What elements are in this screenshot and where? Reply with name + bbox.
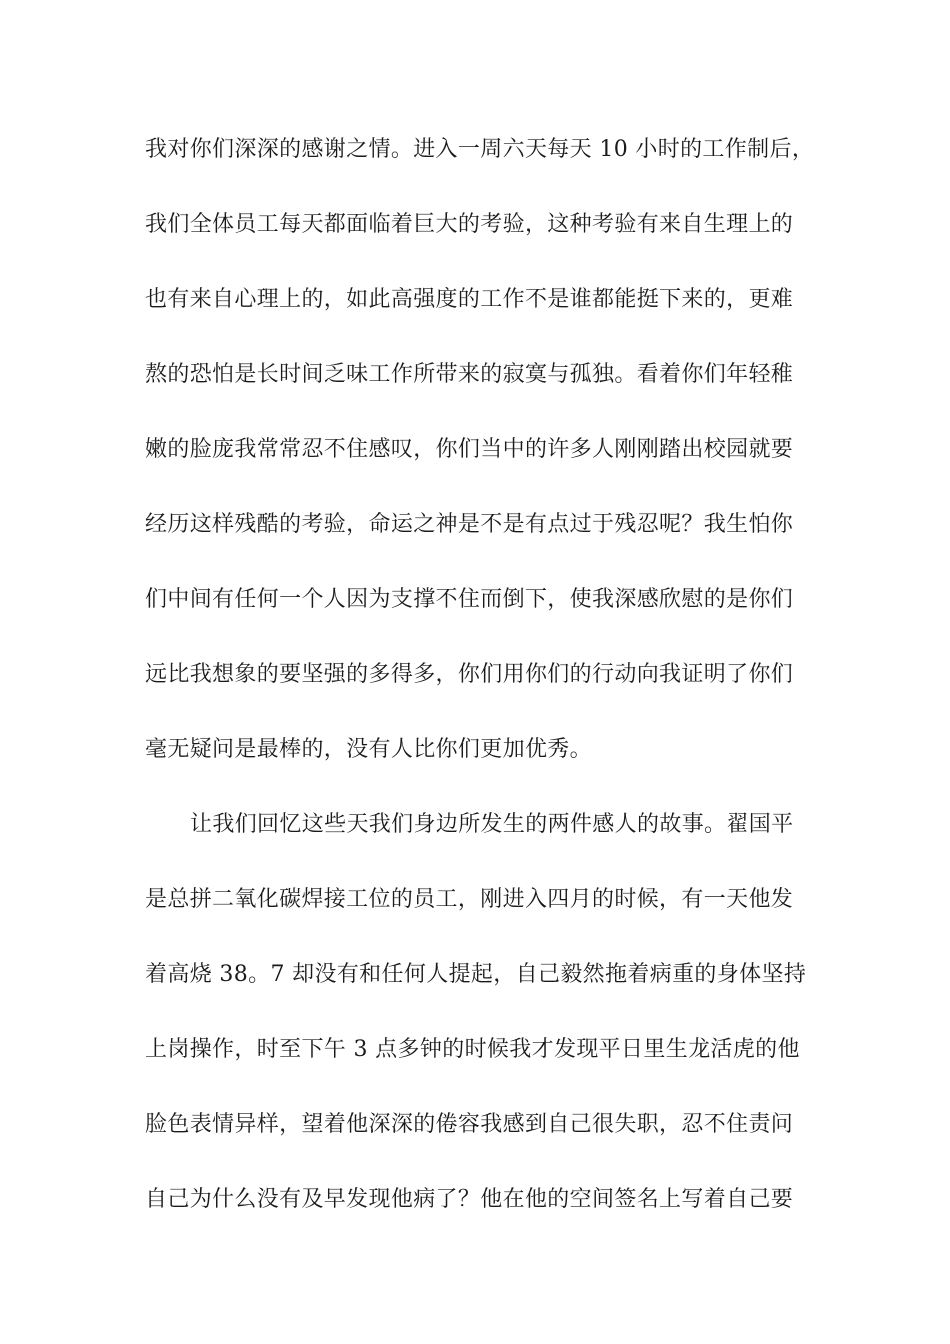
text-line: 嫩的脸庞我常常忍不住感叹，你们当中的许多人刚刚踏出校园就要 — [145, 437, 794, 462]
text-line: 我们全体员工每天都面临着巨大的考验，这种考验有来自生理上的 — [145, 212, 794, 237]
text-line: 自己为什么没有及早发现他病了？他在他的空间签名上写着自己要 — [145, 1187, 794, 1212]
text-line: 是总拼二氧化碳焊接工位的员工，刚进入四月的时候，有一天他发 — [145, 887, 794, 912]
text-line: 上岗操作，时至下午 3 点多钟的时候我才发现平日里生龙活虎的他 — [145, 1037, 800, 1062]
text-line: 远比我想象的要坚强的多得多，你们用你们的行动向我证明了你们 — [145, 662, 794, 687]
text-line: 经历这样残酷的考验，命运之神是不是有点过于残忍呢？我生怕你 — [145, 512, 794, 537]
text-line: 熬的恐怕是长时间乏味工作所带来的寂寞与孤独。看着你们年轻稚 — [145, 362, 794, 387]
text-line: 也有来自心理上的，如此高强度的工作不是谁都能挺下来的，更难 — [145, 287, 794, 312]
text-line: 们中间有任何一个人因为支撑不住而倒下，使我深感欣慰的是你们 — [145, 587, 794, 612]
text-line: 脸色表情异样，望着他深深的倦容我感到自己很失职，忍不住责问 — [145, 1112, 794, 1137]
text-line: 着高烧 38。7 却没有和任何人提起，自己毅然拖着病重的身体坚持 — [145, 962, 807, 987]
text-line: 毫无疑问是最棒的，没有人比你们更加优秀。 — [145, 737, 593, 762]
text-line: 我对你们深深的感谢之情。进入一周六天每天 10 小时的工作制后， — [145, 137, 815, 162]
paragraph-first-line: 让我们回忆这些天我们身边所发生的两件感人的故事。翟国平 — [190, 812, 794, 837]
